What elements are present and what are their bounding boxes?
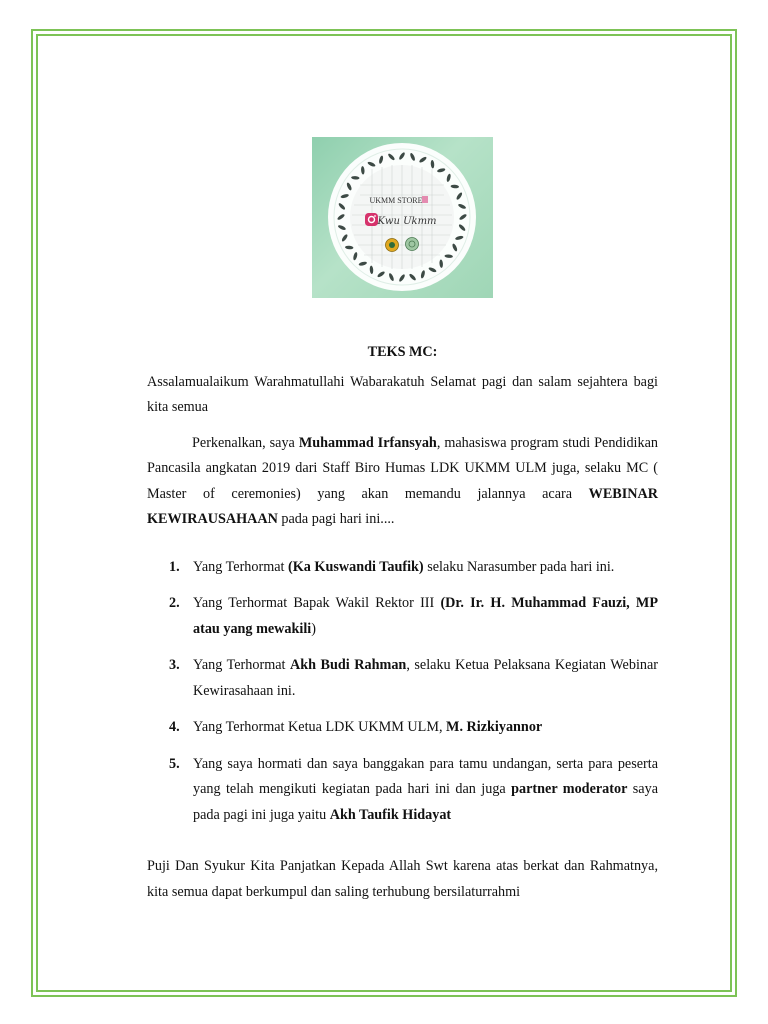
intro-text-2: , mahasiswa program studi Pendidikan Pancasila angkatan 2019 dari Staff Biro Humas LDK UKMM ULM juga, selaku MC ( Master of ceremonies) yang akan memandu jalannya acara — [147, 434, 658, 502]
greetings-list — [147, 555, 658, 829]
list-item — [147, 555, 658, 581]
closing-paragraph: Puji Dan Syukur Kita Panjatkan Kepada Allah Swt karena atas berkat dan Rahmatnya, kita semua dapat berkumpul dan saling terhubung bersilaturrahmi — [147, 858, 658, 900]
list-text: Yang Terhormat — [193, 558, 289, 575]
list-bold-text: partner moderator — [511, 781, 628, 797]
mc-text-document — [147, 340, 658, 915]
list-bold-text: Akh Budi Rahman — [290, 657, 407, 673]
list-bold-text: (Dr. Ir. H. Muhammad Fauzi, MP atau yang mewakili — [193, 595, 658, 637]
list-item — [147, 715, 658, 741]
list-item — [147, 752, 658, 829]
event-name: WEBINAR KEWIRAUSAHAAN — [147, 485, 658, 527]
list-text: ) — [311, 620, 316, 637]
list-text: , selaku Ketua Pelaksana Kegiatan Webinar Kewirasahaan ini. — [193, 657, 659, 699]
list-text: Yang Terhormat — [193, 657, 290, 673]
shopping-bag-icon — [422, 196, 428, 203]
list-item — [147, 653, 658, 704]
list-text: Yang saya hormati dan saya banggakan para tamu undangan, serta para peserta yang telah mengikuti kegiatan pada hari ini dan juga — [193, 755, 658, 797]
list-number: 1. — [169, 558, 180, 575]
emblem-icon — [386, 239, 399, 252]
instagram-icon — [365, 213, 378, 226]
logo-handle-text: Kwu Ukmm — [377, 216, 437, 227]
list-text: saya pada pagi ini juga yaitu — [193, 781, 658, 823]
logo-store-text: UKMM STORE — [369, 196, 423, 205]
list-number: 5. — [169, 755, 180, 772]
list-bold-text: (Ka Kuswandi Taufik) — [288, 558, 424, 575]
greeting-paragraph: Assalamualaikum Warahmatullahi Wabarakatuh Selamat pagi dan salam sejahtera bagi kita semua — [147, 373, 658, 415]
list-bold-text: M. Rizkiyannor — [446, 719, 543, 735]
list-text: selaku Narasumber pada hari ini. — [423, 558, 615, 575]
list-number: 3. — [169, 657, 180, 673]
page-title: TEKS MC: — [367, 344, 438, 360]
list-bold-text: Akh Taufik Hidayat — [329, 806, 452, 823]
list-number: 4. — [169, 719, 180, 735]
list-text: Yang Terhormat Bapak Wakil Rektor III — [193, 595, 441, 611]
seal-icon — [406, 238, 419, 251]
ukmm-store-logo — [312, 137, 493, 298]
list-item — [147, 591, 658, 642]
list-text: Yang Terhormat Ketua LDK UKMM ULM, — [193, 719, 447, 735]
intro-text-3: pada pagi hari ini.... — [277, 511, 395, 527]
intro-text-1: Perkenalkan, saya — [192, 434, 299, 451]
mc-name: Muhammad Irfansyah — [298, 434, 437, 451]
intro-paragraph — [147, 431, 658, 533]
list-number: 2. — [169, 595, 180, 611]
